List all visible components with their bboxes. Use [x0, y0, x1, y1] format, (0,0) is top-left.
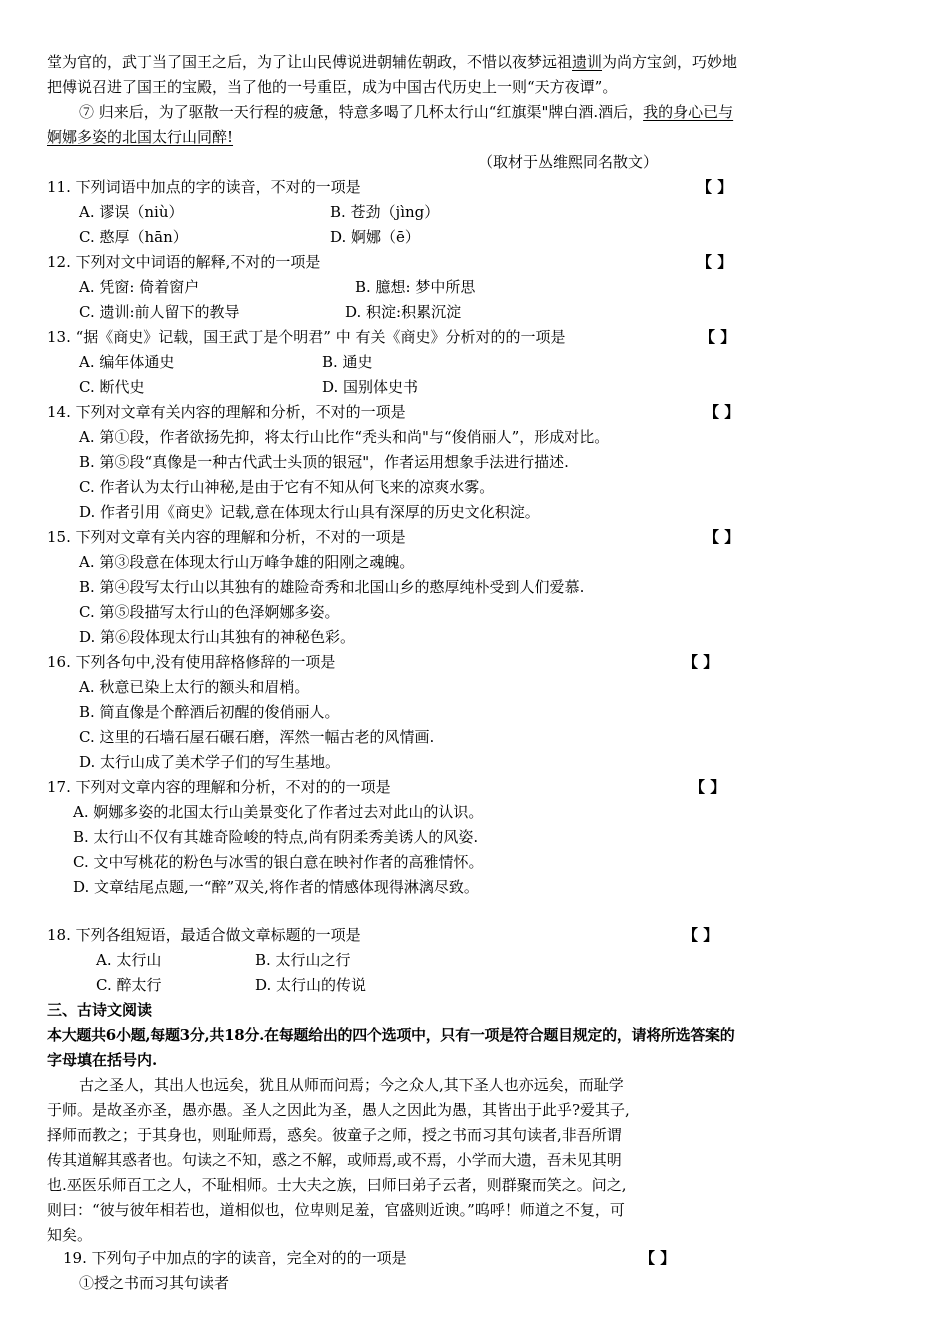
option-c: C. 憨厚（hān）: [79, 228, 188, 246]
answer-bracket[interactable]: 【 】: [683, 653, 719, 671]
question-17-stem: 17. 下列对文章内容的理解和分析，不对的的一项是: [47, 778, 391, 796]
option-b: B. 苍劲（jìng）: [330, 203, 440, 221]
question-13-stem: 13. “据《商史》记载，国王武丁是个明君” 中 有关《商史》分析对的的一项是: [47, 328, 566, 346]
question-16-stem: 16. 下列各句中,没有使用辞格修辞的一项是: [47, 653, 336, 671]
option-b: B. 太行山不仅有其雄奇险峻的特点,尚有阴柔秀美诱人的风姿.: [73, 828, 479, 846]
answer-bracket[interactable]: 【 】: [704, 528, 740, 546]
answer-bracket[interactable]: 【 】: [700, 328, 736, 346]
question-18-stem: 18. 下列各组短语，最适合做文章标题的一项是: [47, 926, 361, 944]
option-d: D. 婀娜（ē）: [330, 228, 420, 246]
option-c: C. 醉太行: [96, 976, 162, 994]
classical-text-line: 择师而教之；于其身也，则耻师焉，惑矣。彼童子之师，授之书而习其句读者,非吾所谓: [47, 1126, 622, 1144]
passage-text: ⑦ 归来后，为了驱散一天行程的疲惫，特意多喝了几杯太行山“红旗渠"牌白酒.酒后，: [79, 103, 644, 121]
option-c: C. 断代史: [79, 378, 145, 396]
passage-line-2: 把傅说召进了国王的宝殿，当了他的一号重臣，成为中国古代历史上一则“天方夜谭”。: [47, 78, 618, 96]
question-12-stem: 12. 下列对文中词语的解释,不对的一项是: [47, 253, 321, 271]
underlined-word: 遗训: [572, 53, 603, 71]
answer-bracket[interactable]: 【 】: [690, 778, 726, 796]
option-b: B. 太行山之行: [255, 951, 351, 969]
option-d: D. 太行山成了美术学子们的写生基地。: [79, 753, 341, 771]
classical-text-line: 传其道解其惑者也。句读之不知，惑之不解，或师焉,或不焉，小学而大遗，吾未见其明: [47, 1151, 622, 1169]
passage-paragraph-7: [79, 102, 733, 122]
answer-bracket[interactable]: 【 】: [683, 926, 719, 944]
option-b: B. 臆想: 梦中所思: [355, 278, 476, 296]
option-a: A. 婀娜多姿的北国太行山美景变化了作者过去对此山的认识。: [73, 803, 484, 821]
option-a: A. 第③段意在体现太行山万峰争雄的阳刚之魂魄。: [79, 553, 415, 571]
option-d: D. 文章结尾点题,一“醉”双关,将作者的情感体现得淋漓尽致。: [73, 878, 479, 896]
option-c: C. 这里的石墙石屋石碾石磨，浑然一幅古老的风情画.: [79, 728, 435, 746]
option-d: D. 作者引用《商史》记载,意在体现太行山具有深厚的历史文化积淀。: [79, 503, 540, 521]
section-instructions: 本大题共6小题,每题3分,共18分.在每题给出的四个选项中，只有一项是符合题目规定的，请将所选答案的: [47, 1026, 735, 1044]
answer-bracket[interactable]: 【 】: [640, 1249, 676, 1267]
option-b: B. 简直像是个醉酒后初醒的俊俏丽人。: [79, 703, 340, 721]
classical-text-line: 则曰：“彼与彼年相若也，道相似也，位卑则足羞，官盛则近谀。”呜呼！师道之不复，可: [47, 1201, 625, 1219]
answer-bracket[interactable]: 【 】: [704, 403, 740, 421]
option-d: D. 国别体史书: [322, 378, 419, 396]
option-b: B. 第④段写太行山以其独有的雄险奇秀和北国山乡的憨厚纯朴受到人们爱慕.: [79, 578, 585, 596]
option-a: A. 太行山: [96, 951, 162, 969]
answer-bracket[interactable]: 【 】: [697, 178, 733, 196]
option-d: D. 积淀:积累沉淀: [345, 303, 462, 321]
option-a: A. 凭窗: 倚着窗户: [79, 278, 200, 296]
option-a: A. 第①段，作者欲扬先抑，将太行山比作“秃头和尚"与“俊俏丽人”，形成对比。: [79, 428, 610, 446]
section-instructions-cont: 字母填在括号内.: [47, 1051, 158, 1069]
option-b: B. 第⑤段“真像是一种古代武士头顶的银冠"，作者运用想象手法进行描述.: [79, 453, 569, 471]
option-b: B. 通史: [322, 353, 373, 371]
question-11-stem: 11. 下列词语中加点的字的读音，不对的一项是: [47, 178, 361, 196]
option-a: A. 秋意已染上太行的额头和眉梢。: [79, 678, 310, 696]
question-15-stem: 15. 下列对文章有关内容的理解和分析，不对的一项是: [47, 528, 406, 546]
classical-text-line: 知矣。: [47, 1226, 93, 1244]
question-19-item-1: ①授之书而习其句读者: [79, 1274, 230, 1292]
question-14-stem: 14. 下列对文章有关内容的理解和分析，不对的一项是: [47, 403, 406, 421]
question-19-stem: 19. 下列句子中加点的字的读音，完全对的的一项是: [63, 1249, 407, 1267]
classical-text-line: 古之圣人，其出人也远矣，犹且从师而问焉；今之众人,其下圣人也亦远矣，而耻学: [79, 1076, 624, 1094]
option-d: D. 太行山的传说: [255, 976, 367, 994]
option-c: C. 第⑤段描写太行山的色泽婀娜多姿。: [79, 603, 340, 621]
option-a: A. 编年体通史: [79, 353, 175, 371]
passage-text: 堂为官的，武丁当了国王之后，为了让山民傅说进朝辅佐朝政，不惜以夜梦远祖: [47, 53, 573, 71]
passage-source: （取材于丛维熙同名散文）: [478, 153, 659, 171]
option-c: C. 文中写桃花的粉色与冰雪的银白意在映衬作者的高雅情怀。: [73, 853, 484, 871]
underlined-sentence: 我的身心已与: [643, 103, 734, 121]
option-c: C. 作者认为太行山神秘,是由于它有不知从何飞来的凉爽水雾。: [79, 478, 495, 496]
classical-text-line: 于师。是故圣亦圣，愚亦愚。圣人之因此为圣，愚人之因此为愚，其皆出于此乎?爱其子,: [47, 1101, 630, 1119]
classical-text-line: 也.巫医乐师百工之人，不耻相师。士大夫之族，曰师曰弟子云者，则群聚而笑之。问之,: [47, 1176, 627, 1194]
passage-line-1: [47, 52, 737, 72]
section-heading: 三、古诗文阅读: [47, 1001, 153, 1019]
option-d: D. 第⑥段体现太行山其独有的神秘色彩。: [79, 628, 356, 646]
option-c: C. 遗训:前人留下的教导: [79, 303, 240, 321]
answer-bracket[interactable]: 【 】: [697, 253, 733, 271]
passage-text: 为尚方宝剑，巧妙地: [602, 53, 738, 71]
underlined-sentence: 婀娜多姿的北国太行山同醉!: [47, 128, 234, 146]
option-a: A. 谬误（niù）: [79, 203, 184, 221]
